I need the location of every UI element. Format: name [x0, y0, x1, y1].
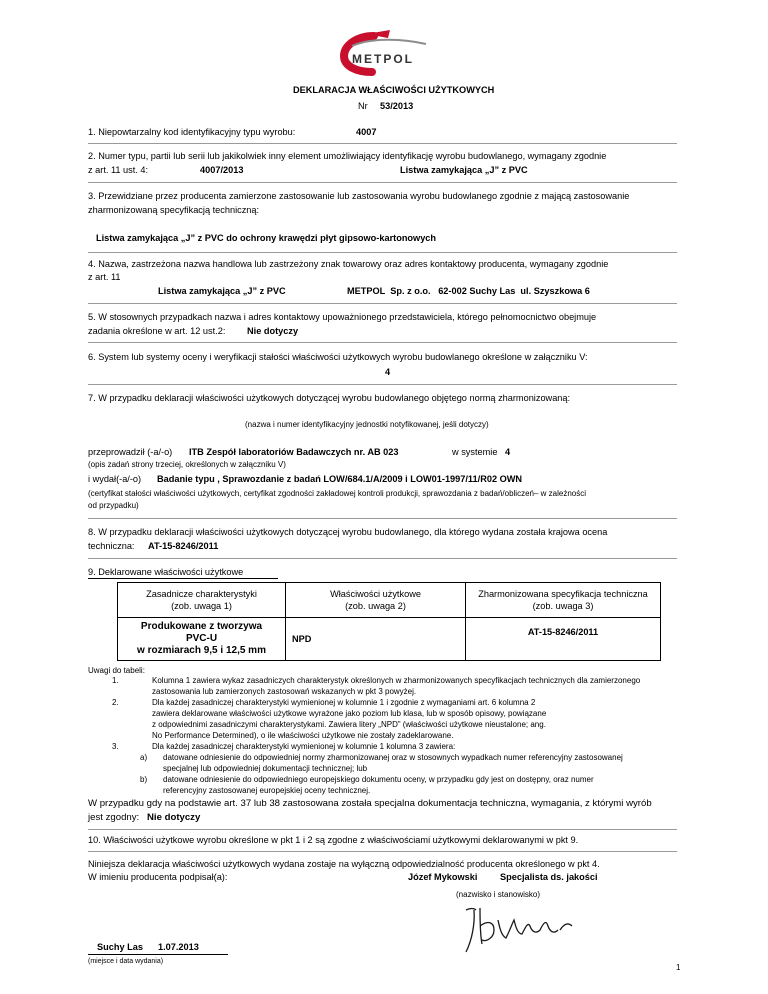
section-6-value: 4: [385, 367, 391, 377]
section-9-title-underline: [88, 578, 278, 579]
section-8-line1: 8. W przypadku deklaracji właściwości użytkowych dotyczącej wyrobu budowlanego, dla którego wydana została krajowa ocena: [88, 527, 608, 537]
section-7-tasks-note: (opis zadań strony trzeciej, określonych w załączniku V): [88, 460, 286, 469]
special-doc-line1: W przypadku gdy na podstawie art. 37 lub 38 zastosowana została specjalna dokumentacja techniczna, wymagania, z którymi wyrób: [88, 798, 652, 809]
header-cell: [466, 583, 661, 618]
doc-number: 53/2013: [380, 101, 414, 111]
section-2-name: Listwa zamykająca „J” z PVC: [400, 165, 528, 175]
cell-line: PVC-U: [185, 633, 218, 644]
handwritten-signature: [460, 900, 580, 956]
issue-date: 1.07.2013: [158, 942, 199, 952]
table-row: [118, 618, 661, 661]
section-4-line2: z art. 11: [88, 272, 121, 282]
properties-table: [117, 582, 661, 661]
document-title: DEKLARACJA WŁAŚCIWOŚCI UŻYTKOWYCH: [293, 85, 495, 95]
section-2-line1: 2. Numer typu, partii lub serii lub jakikolwiek inny element umożliwiający identyfikację wyrobu budowlanego, wymagany zgodnie: [88, 151, 607, 161]
section-7-unit-note: (nazwa i numer identyfikacyjny jednostki notyfikowanej, jeśli dotyczy): [245, 420, 489, 429]
section-1-value: 4007: [356, 127, 377, 137]
header-cell: [118, 583, 286, 618]
cell-value: AT-15-8246/2011: [527, 627, 599, 637]
note-text: referencyjny zastosowanej europejskiej oceny technicznej.: [163, 786, 371, 795]
table-cell: [286, 618, 466, 661]
note-text: zastosowania lub zamierzonych zastosowań wskazanych w pkt 3 powyżej.: [152, 687, 417, 696]
note-sub-letter: a): [140, 753, 148, 762]
section-2-code: 4007/2013: [200, 165, 244, 175]
section-7-performed-value: ITB Zespół laboratoriów Badawczych nr. AB 023: [189, 447, 399, 457]
closing-line1: Niniejsza deklaracja właściwości użytkowych wydana zostaje na wyłączną odpowiedzialność producenta określonego w pkt 4.: [88, 859, 600, 869]
section-4-product: Listwa zamykająca „J” z PVC: [158, 286, 286, 296]
divider: [88, 182, 677, 183]
divider: [88, 851, 677, 852]
note-text: datowane odniesienie do odpowiedniego europejskiego dokumentu oceny, w przypadku gdy jest on dostępny, oraz numer: [163, 775, 594, 784]
note-text: No Performance Determined), o ile właściwości użytkowe nie zostały zadeklarowane.: [152, 731, 454, 740]
section-10-text: 10. Właściwości użytkowe wyrobu określone w pkt 1 i 2 są zgodne z właściwościami użytkowymi deklarowanymi w pkt 9.: [88, 835, 579, 845]
section-7-issued-label: i wydał(-a/-o): [88, 474, 142, 484]
logo-brand-text: METPOL: [352, 52, 414, 66]
section-4-line1: 4. Nazwa, zastrzeżona nazwa handlowa lub zastrzeżony znak towarowy oraz adres kontaktowy producenta, wymagany zgodnie: [88, 259, 609, 269]
signer-name: Józef Mykowski: [408, 872, 478, 882]
note-sub-letter: b): [140, 775, 148, 784]
header-note: (zob. uwaga 3): [532, 601, 594, 611]
divider: [88, 143, 677, 144]
table-cell: [118, 618, 286, 661]
section-8-value: AT-15-8246/2011: [148, 541, 219, 551]
divider: [88, 252, 677, 253]
divider: [88, 829, 677, 830]
section-7-cert-note-2: od przypadku): [88, 501, 139, 510]
divider: [88, 384, 677, 385]
section-7-text: 7. W przypadku deklaracji właściwości użytkowych dotyczącej wyrobu budowlanego objętego normą zharmonizowaną:: [88, 393, 571, 403]
section-3-line1: 3. Przewidziane przez producenta zamierzone zastosowanie lub zastosowania wyrobu budowlanego zgodnie z mającą zastosowanie: [88, 191, 630, 201]
header-label: Zasadnicze charakterystyki: [146, 589, 257, 599]
place-date-note: (miejsce i data wydania): [88, 958, 164, 965]
header-note: (zob. uwaga 2): [345, 601, 406, 611]
section-7-performed-label: przeprowadził (-a/-o): [88, 447, 173, 457]
header-label: Zharmonizowana specyfikacja techniczna: [478, 589, 648, 599]
cell-line: Produkowane z tworzywa: [140, 621, 263, 632]
doc-number-label: Nr: [358, 101, 368, 111]
section-7-system-value: 4: [505, 447, 511, 457]
header-note: (zob. uwaga 1): [171, 601, 232, 611]
note-text: Dla każdej zasadniczej charakterystyki wymienionej w kolumnie 1 i zgodnie z wymaganiami art. 6 kolumna 2: [152, 698, 536, 707]
note-text: Kolumna 1 zawiera wykaz zasadniczych charakterystyk określonych w zharmonizowanych specyfikacjach technicznych dla zamierzonego: [152, 676, 641, 685]
section-6-text: 6. System lub systemy oceny i weryfikacji stałości właściwości użytkowych wyrobu budowlanego określone w załączniku V:: [88, 352, 588, 362]
notes-title: Uwagi do tabeli:: [88, 666, 145, 675]
divider: [88, 558, 677, 559]
note-number: 3.: [112, 742, 119, 751]
signer-position: Specjalista ds. jakości: [500, 872, 598, 882]
page-number: 1: [676, 963, 681, 972]
section-9-title: 9. Deklarowane właściwości użytkowe: [88, 567, 244, 577]
note-text: z odpowiednimi zasadniczymi charakterystykami. Zawiera litery „NPD” (właściwości użytkowe nieustalone; ang.: [152, 720, 546, 729]
section-7-issued-value: Badanie typu , Sprawozdanie z badań LOW/684.1/A/2009 i LOW01-1997/11/R02 OWN: [157, 474, 523, 484]
cell-value: NPD: [292, 634, 312, 644]
section-2-line2: z art. 11 ust. 4:: [88, 165, 149, 175]
section-3-line2: zharmonizowaną specyfikacją techniczną:: [88, 205, 260, 215]
table-header-row: [118, 583, 661, 618]
note-text: zawiera deklarowane właściwości użytkowe wyrażone jako poziom lub klasa, lub w sposób opisowy, powiązane: [152, 709, 547, 718]
issue-place: Suchy Las: [97, 942, 143, 952]
note-number: 1.: [112, 676, 119, 685]
table-cell: [466, 618, 661, 661]
special-doc-value: Nie dotyczy: [147, 812, 201, 823]
signer-note: (nazwisko i stanowisko): [456, 890, 541, 899]
section-3-value: Listwa zamykająca „J” z PVC do ochrony krawędzi płyt gipsowo-kartonowych: [96, 233, 437, 243]
divider: [88, 518, 677, 519]
divider: [88, 342, 677, 343]
section-8-line2: techniczna:: [88, 541, 135, 551]
section-7-cert-note-1: (certyfikat stałości właściwości użytkowych, certyfikat zgodności zakładowej kontroli produkcji, sprawozdania z badań/obliczeń– w zależności: [88, 489, 586, 498]
special-doc-line2: jest zgodny:: [88, 812, 140, 823]
section-5-line2: zadania określone w art. 12 ust.2:: [88, 326, 226, 336]
section-5-line1: 5. W stosownych przypadkach nazwa i adres kontaktowy upoważnionego przedstawiciela, którego pełnomocnictwo obejmuje: [88, 312, 597, 322]
section-5-value: Nie dotyczy: [247, 326, 299, 336]
closing-line2: W imieniu producenta podpisał(a):: [88, 872, 228, 882]
cell-line: w rozmiarach 9,5 i 12,5 mm: [137, 645, 266, 656]
note-text: Dla każdej zasadniczej charakterystyki wymienionej w kolumnie 1 kolumna 3 zawiera:: [152, 742, 456, 751]
note-text: datowane odniesienie do odpowiedniej normy zharmonizowanej oraz w stosownych wypadkach numer referencyjny zastosowanej: [163, 753, 623, 762]
divider: [88, 303, 677, 304]
note-number: 2.: [112, 698, 119, 707]
section-4-address: METPOL Sp. z o.o. 62-002 Suchy Las ul. Szyszkowa 6: [347, 286, 590, 296]
note-text: specjalnej lub odpowiedniej dokumentacji technicznej; lub: [163, 764, 368, 773]
section-1-text: 1. Niepowtarzalny kod identyfikacyjny typu wyrobu:: [88, 127, 296, 137]
header-cell: [286, 583, 466, 618]
place-date-underline: [88, 954, 228, 955]
section-7-system-label: w systemie: [452, 447, 498, 457]
header-label: Właściwości użytkowe: [330, 589, 421, 599]
